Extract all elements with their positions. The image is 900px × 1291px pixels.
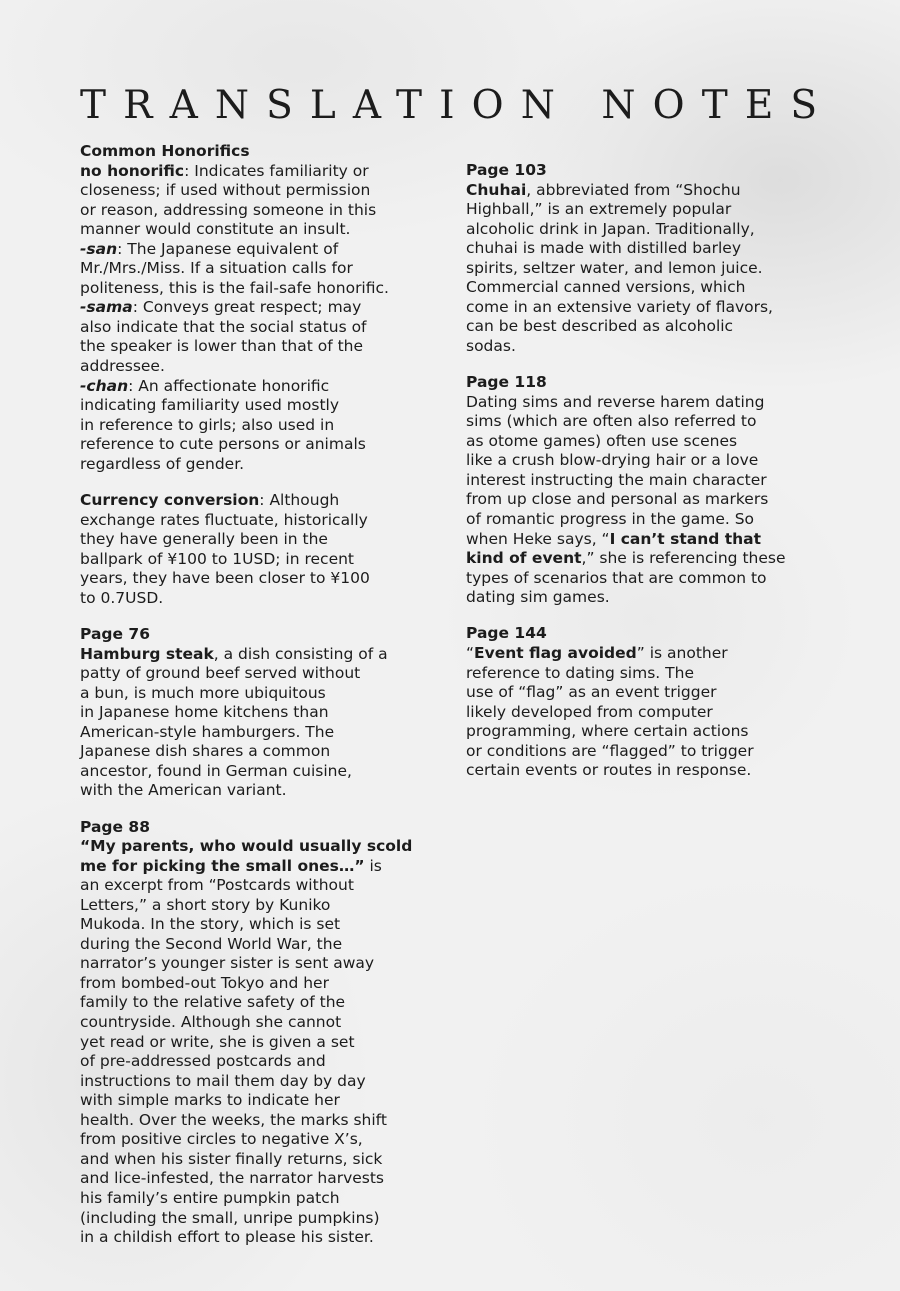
text-line <box>466 549 838 569</box>
term: -chan <box>80 376 129 395</box>
text-line <box>80 298 452 318</box>
text-line: types of scenarios that are common to <box>466 568 767 587</box>
text-line: instructions to mail them day by day <box>80 1071 366 1090</box>
text-line: and when his sister finally returns, sick <box>80 1149 383 1168</box>
text-line: programming, where certain actions <box>466 722 749 741</box>
text-line: Highball,” is an extremely popular <box>466 200 732 219</box>
definition-text: , a dish consisting of a <box>213 644 388 663</box>
text-line <box>80 240 452 260</box>
page-103-section <box>466 161 838 356</box>
text-line: ballpark of ¥100 to 1USD; in recent <box>80 549 355 568</box>
text-line: (including the small, unripe pumpkins) <box>80 1208 380 1227</box>
text-line: of pre-addressed postcards and <box>80 1052 326 1071</box>
text-line: from bombed-out Tokyo and her <box>80 973 329 992</box>
spacer <box>466 608 838 625</box>
text-line: the speaker is lower than that of the <box>80 337 364 356</box>
text-line <box>80 377 452 397</box>
text-line: to 0.7USD. <box>80 588 164 607</box>
text-line: Dating sims and reverse harem dating <box>466 392 765 411</box>
definition-text: : Indicates familiarity or <box>184 161 369 180</box>
text-line: chuhai is made with distilled barley <box>466 239 741 258</box>
text-line <box>80 857 452 877</box>
text-line: like a crush blow-drying hair or a love <box>466 451 759 470</box>
term: Hamburg steak <box>80 644 214 663</box>
text-line: health. Over the weeks, the marks shift <box>80 1110 387 1129</box>
text-line: interest instructing the main character <box>466 470 767 489</box>
text-line: with the American variant. <box>80 781 287 800</box>
common-honorifics-section <box>80 142 452 474</box>
text-line: from up close and personal as markers <box>466 490 769 509</box>
text-line: can be best described as alcoholic <box>466 317 734 336</box>
text-line: sims (which are often also referred to <box>466 412 757 431</box>
definition-text: ,” she is referencing these <box>581 549 786 568</box>
definition-text: : Conveys great respect; may <box>132 298 362 317</box>
page-title: TRANSLATION NOTES <box>80 83 835 128</box>
text-line: closeness; if used without permission <box>80 181 371 200</box>
right-column <box>466 161 838 781</box>
text-line: in Japanese home kitchens than <box>80 703 329 722</box>
section-heading: Page 118 <box>466 373 547 392</box>
definition-text: when Heke says, “ <box>466 529 610 548</box>
definition-text: “ <box>466 643 475 662</box>
quote-line: I can’t stand that <box>609 529 762 548</box>
text-line: and lice-infested, the narrator harvests <box>80 1169 385 1188</box>
text-line: in reference to girls; also used in <box>80 415 335 434</box>
text-line <box>466 181 838 201</box>
section-heading: Page 76 <box>80 624 150 643</box>
text-line: Mukoda. In the story, which is set <box>80 915 341 934</box>
text-line: addressee. <box>80 357 165 376</box>
text-line: during the Second World War, the <box>80 934 343 953</box>
text-line: Commercial canned versions, which <box>466 278 746 297</box>
text-line: sodas. <box>466 336 516 355</box>
definition-text: , abbreviated from “Shochu <box>526 180 741 199</box>
text-line: or reason, addressing someone in this <box>80 200 377 219</box>
page-144-section <box>466 624 838 780</box>
quote-line: “My parents, who would usually scold <box>80 837 413 856</box>
text-line <box>466 644 838 664</box>
text-line: likely developed from computer <box>466 702 713 721</box>
text-line: of romantic progress in the game. So <box>466 509 755 528</box>
text-line: an excerpt from “Postcards without <box>80 876 354 895</box>
left-column <box>80 142 452 1248</box>
section-heading: Page 103 <box>466 161 547 179</box>
definition-text: ” is another <box>636 643 728 662</box>
spacer <box>80 608 452 625</box>
definition-text: : Although <box>259 490 340 509</box>
spacer <box>466 356 838 373</box>
text-line: or conditions are “flagged” to trigger <box>466 741 754 760</box>
text-line <box>80 645 452 665</box>
section-heading: Common Honorifics <box>80 142 250 160</box>
text-line: indicating familiarity used mostly <box>80 396 340 415</box>
text-line: from positive circles to negative X’s, <box>80 1130 363 1149</box>
definition-text: is <box>364 856 382 875</box>
term: -sama <box>80 298 133 317</box>
text-line: Mr./Mrs./Miss. If a situation calls for <box>80 259 353 278</box>
term: no honorific <box>80 161 185 180</box>
text-line: manner would constitute an insult. <box>80 220 351 239</box>
definition-text: : An affectionate honorific <box>128 376 330 395</box>
section-heading: Page 144 <box>466 624 547 643</box>
text-line: come in an extensive variety of flavors, <box>466 297 773 316</box>
spacer <box>80 801 452 818</box>
text-line: exchange rates fluctuate, historically <box>80 510 368 529</box>
currency-section <box>80 491 452 608</box>
text-line: certain events or routes in response. <box>466 761 752 780</box>
text-line: a bun, is much more ubiquitous <box>80 683 326 702</box>
text-line: yet read or write, she is given a set <box>80 1032 355 1051</box>
text-line: patty of ground beef served without <box>80 664 361 683</box>
text-line: in a childish effort to please his sister. <box>80 1228 374 1247</box>
text-line: spirits, seltzer water, and lemon juice. <box>466 258 763 277</box>
page-76-section <box>80 625 452 801</box>
text-line: dating sim games. <box>466 588 610 607</box>
text-line: narrator’s younger sister is sent away <box>80 954 375 973</box>
text-line <box>80 162 452 182</box>
text-line: also indicate that the social status of <box>80 317 367 336</box>
page-88-section <box>80 818 452 1248</box>
spacer <box>80 474 452 491</box>
text-line <box>466 530 838 550</box>
text-line: American-style hamburgers. The <box>80 722 335 741</box>
quote-line: me for picking the small ones…” <box>80 856 365 875</box>
text-line <box>80 491 452 511</box>
page-118-section <box>466 373 838 608</box>
term: Event flag avoided <box>474 643 637 662</box>
quote-line: kind of event <box>466 549 582 568</box>
text-line: Japanese dish shares a common <box>80 742 331 761</box>
text-line: with simple marks to indicate her <box>80 1091 340 1110</box>
text-line: politeness, this is the fail-safe honorific. <box>80 278 389 297</box>
term: Chuhai <box>466 180 527 199</box>
text-line: family to the relative safety of the <box>80 993 346 1012</box>
term: -san <box>80 239 118 258</box>
definition-text: : The Japanese equivalent of <box>117 239 339 258</box>
term: Currency conversion <box>80 490 260 509</box>
text-line: his family’s entire pumpkin patch <box>80 1188 340 1207</box>
text-line: Letters,” a short story by Kuniko <box>80 895 331 914</box>
section-heading: Page 88 <box>80 817 150 836</box>
text-line: ancestor, found in German cuisine, <box>80 761 352 780</box>
text-line: countryside. Although she cannot <box>80 1013 342 1032</box>
text-line: reference to dating sims. The <box>466 663 694 682</box>
text-line: they have generally been in the <box>80 530 328 549</box>
text-line: use of “flag” as an event trigger <box>466 683 717 702</box>
text-line: years, they have been closer to ¥100 <box>80 569 370 588</box>
text-line: as otome games) often use scenes <box>466 431 738 450</box>
text-line: alcoholic drink in Japan. Traditionally, <box>466 219 755 238</box>
text-line: regardless of gender. <box>80 454 245 473</box>
text-line: reference to cute persons or animals <box>80 435 366 454</box>
